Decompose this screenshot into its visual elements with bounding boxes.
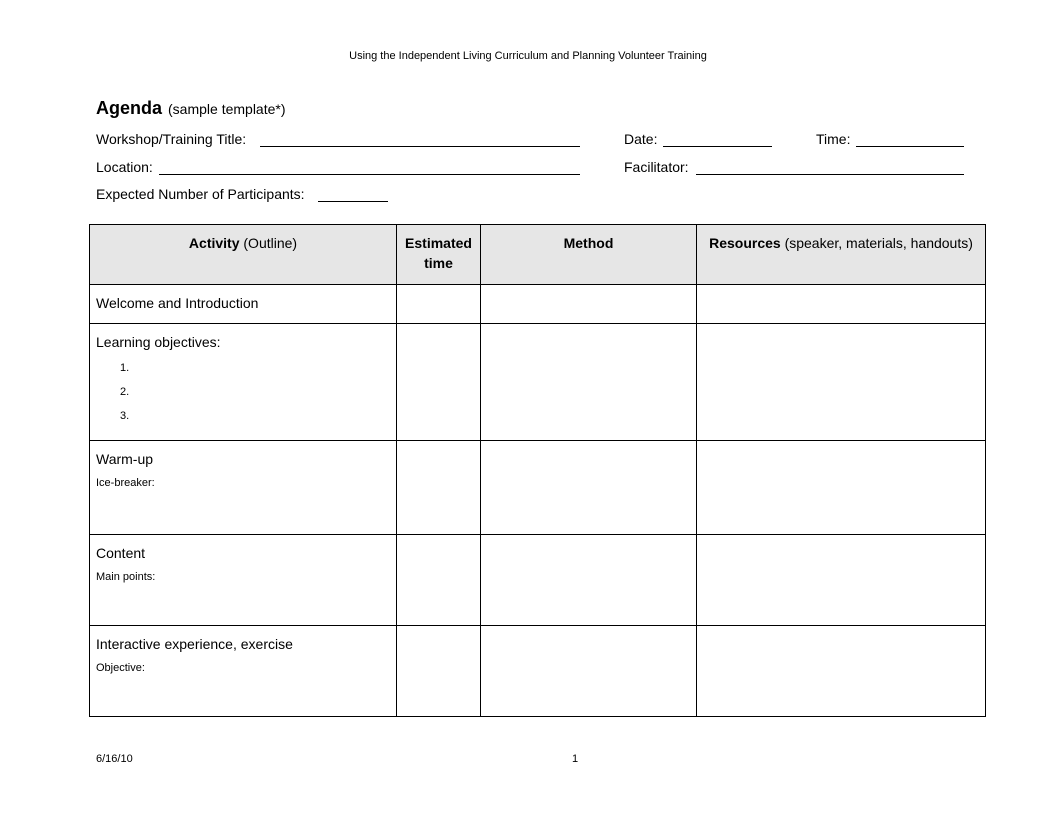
participants-label: Expected Number of Participants:: [96, 186, 305, 202]
activity-cell: [90, 324, 397, 441]
table-row: [90, 626, 986, 717]
time-cell[interactable]: [397, 285, 481, 324]
header-method: Method: [481, 225, 697, 285]
agenda-title-sub: (sample template*): [168, 101, 286, 117]
objective-number: 1.: [120, 362, 130, 374]
activity-cell: [90, 626, 397, 717]
table-header-row: [90, 225, 986, 285]
activity-interactive: Interactive experience, exercise: [96, 636, 293, 652]
objective-number: 3.: [120, 410, 130, 422]
table-row: [90, 441, 986, 535]
activity-cell: [90, 285, 397, 324]
activity-welcome: Welcome and Introduction: [96, 295, 259, 311]
time-cell[interactable]: [397, 324, 481, 441]
activity-mainpoints: Main points:: [96, 571, 156, 583]
time-blank[interactable]: [856, 146, 964, 147]
time-cell[interactable]: [397, 626, 481, 717]
header-resources: Resources (speaker, materials, handouts): [697, 225, 986, 285]
agenda-title: [96, 98, 286, 119]
agenda-table: [89, 224, 986, 717]
facilitator-blank[interactable]: [696, 174, 964, 175]
objective-number: 2.: [120, 386, 130, 398]
resources-cell[interactable]: [697, 324, 986, 441]
time-cell[interactable]: [397, 535, 481, 626]
header-activity: Activity (Outline): [90, 225, 397, 285]
location-label: Location:: [96, 159, 153, 175]
method-cell[interactable]: [481, 626, 697, 717]
agenda-title-main: Agenda: [96, 98, 163, 118]
footer-date: 6/16/10: [96, 753, 133, 765]
activity-icebreaker: Ice-breaker:: [96, 477, 155, 489]
resources-cell[interactable]: [697, 535, 986, 626]
activity-warmup: Warm-up: [96, 451, 154, 467]
table-row: [90, 535, 986, 626]
page-number: 1: [572, 753, 579, 765]
resources-cell[interactable]: [697, 441, 986, 535]
date-blank[interactable]: [663, 146, 772, 147]
activity-content: Content: [96, 545, 146, 561]
time-label: Time:: [816, 131, 851, 147]
method-cell[interactable]: [481, 285, 697, 324]
method-cell[interactable]: [481, 535, 697, 626]
activity-cell: [90, 535, 397, 626]
document-header: Using the Independent Living Curriculum and Planning Volunteer Training: [349, 50, 707, 62]
activity-cell: [90, 441, 397, 535]
table-row: [90, 324, 986, 441]
time-cell[interactable]: [397, 441, 481, 535]
participants-blank[interactable]: [318, 201, 388, 202]
facilitator-label: Facilitator:: [624, 159, 689, 175]
activity-objective: Objective:: [96, 662, 145, 674]
activity-objectives: Learning objectives:: [96, 334, 221, 350]
location-blank[interactable]: [159, 174, 580, 175]
method-cell[interactable]: [481, 441, 697, 535]
resources-cell[interactable]: [697, 626, 986, 717]
resources-cell[interactable]: [697, 285, 986, 324]
workshop-title-label: Workshop/Training Title:: [96, 131, 247, 147]
table-row: [90, 285, 986, 324]
workshop-title-blank[interactable]: [260, 146, 580, 147]
date-label: Date:: [624, 131, 658, 147]
method-cell[interactable]: [481, 324, 697, 441]
header-estimated-time: Estimated time: [397, 225, 481, 285]
